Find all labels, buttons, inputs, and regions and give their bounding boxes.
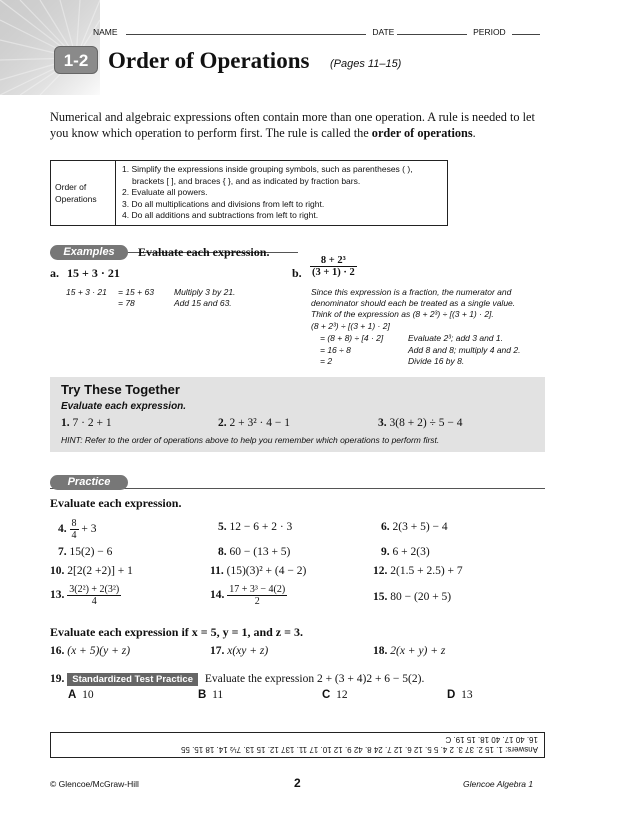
example-b-denominator: (3 + 1) · 2 xyxy=(312,267,355,278)
examples-heading: Evaluate each expression. xyxy=(138,245,270,259)
name-blank[interactable] xyxy=(126,27,366,35)
practice-badge: Practice xyxy=(50,475,128,490)
order-of-operations-rule-box xyxy=(50,160,448,226)
student-info-header xyxy=(93,27,540,37)
example-b-step: = 16 ÷ 8 xyxy=(320,345,351,355)
example-b-explain: Think of the expression as (8 + 2³) ÷ [(3 + 1) · 2]. xyxy=(311,309,494,319)
choice-a[interactable]: A 10 xyxy=(68,689,94,701)
practice-heading-variables: Evaluate each expression if x = 5, y = 1, and z = 3. xyxy=(50,625,303,639)
try-title: Try These Together xyxy=(61,382,180,397)
example-b-step: = 2 xyxy=(320,356,333,366)
practice-problem-8: 8. 60 − (13 + 5) xyxy=(218,546,291,558)
example-a-label: a. xyxy=(50,266,59,280)
practice-problem-17: 17. x(xy + z) xyxy=(210,645,269,657)
rule-step: 4. Do all additions and subtractions from left to right. xyxy=(122,210,319,220)
practice-problem-14: 14. $\frac{\text{17 + 3³ − 4(2)}}{2}$ xyxy=(210,584,286,607)
example-a-note: Multiply 3 by 21. xyxy=(174,287,236,297)
practice-problem-10: 10. 2[2(2 +2)] + 1 xyxy=(50,565,133,577)
practice-problem-13: 13. $\frac{\text{3(2²) + 2(3²)}}{4}$ xyxy=(50,584,120,607)
answer-key-box xyxy=(50,732,545,758)
practice-problem-11: 11. (15)(3)² + (4 − 2) xyxy=(210,565,307,577)
example-b-explain: Since this expression is a fraction, the numerator and xyxy=(311,287,512,297)
practice-heading: Evaluate each expression. xyxy=(50,496,182,510)
rule-step: 1. Simplify the expressions inside grouping symbols, such as parentheses ( ), brackets [ ], and braces { }, and as indicated by fraction bars. xyxy=(122,164,413,186)
example-a-expression: 15 + 3 · 21 xyxy=(67,266,120,280)
rule-step: 2. Evaluate all powers. xyxy=(122,187,208,197)
try-hint: HINT: Refer to the order of operations above to help you remember which operations to perform first. xyxy=(61,435,440,445)
name-label: NAME xyxy=(93,27,118,37)
example-b-note: Divide 16 by 8. xyxy=(408,356,465,366)
intro-bold-term: order of operations xyxy=(371,125,473,140)
example-a-step-left: 15 + 3 · 21 xyxy=(66,287,107,297)
example-b-step: = (8 + 8) ÷ [4 · 2] xyxy=(320,333,384,343)
practice-problem-16: 16. (x + 5)(y + z) xyxy=(50,645,131,657)
period-label: PERIOD xyxy=(473,27,506,37)
example-b-label: b. xyxy=(292,266,302,280)
practice-problem-19: 19. Standardized Test Practice Evaluate the expression 2 + (3 + 4)2 + 6 − 5(2). xyxy=(50,673,425,685)
try-these-together-box xyxy=(50,377,545,452)
lesson-title: Order of Operations xyxy=(108,48,310,73)
practice-problem-18: 18. 2(x + y) + z xyxy=(373,645,446,657)
lesson-number-badge: 1-2 xyxy=(54,46,98,74)
practice-problem-9: 9. 6 + 2(3) xyxy=(381,546,430,558)
practice-problem-7: 7. 15(2) − 6 xyxy=(58,546,113,558)
try-problem-2: 2. 2 + 3² · 4 − 1 xyxy=(218,417,290,429)
example-b-numerator: 8 + 2³ xyxy=(310,255,357,267)
rule-step: 3. Do all multiplications and divisions from left to right. xyxy=(122,198,325,209)
choice-b[interactable]: B 11 xyxy=(198,689,224,701)
try-subtitle: Evaluate each expression. xyxy=(61,401,187,412)
answer-key-line-1: Answers: 1. 15 2. 37 3. 2 4. 5 5. 12 6. 12 7. 24 8. 42 9. 12 10. 17 11. 137 12. 15 13. 7½ 14. 18 15. 55 xyxy=(180,745,538,754)
practice-problem-12: 12. 2(1.5 + 2.5) + 7 xyxy=(373,565,463,577)
practice-problem-4: 4. $\frac{8}{4}$ + 3 xyxy=(58,518,97,541)
try-problem-1: 1. 7 · 2 + 1 xyxy=(61,417,112,429)
footer-book-title: Glencoe Algebra 1 xyxy=(463,779,534,789)
practice-problem-15: 15. 80 − (20 + 5) xyxy=(373,591,452,603)
choice-c[interactable]: C 12 xyxy=(322,689,348,701)
example-a-step: = 15 + 63 xyxy=(118,287,154,297)
examples-badge: Examples xyxy=(50,245,128,260)
example-a-step: = 78 xyxy=(118,298,135,308)
practice-problem-6: 6. 2(3 + 5) − 4 xyxy=(381,521,448,533)
choice-d[interactable]: D 13 xyxy=(447,689,473,701)
example-b-explain: (8 + 2³) ÷ [(3 + 1) · 2] xyxy=(311,321,390,331)
lesson-pages: (Pages 11–15) xyxy=(330,58,402,70)
intro-paragraph: Numerical and algebraic expressions often contain more than one operation. A rule is needed to let you know which operation to perform first. The rule is called the order of operations. xyxy=(50,110,535,140)
date-label: DATE xyxy=(372,27,395,37)
practice-problem-5: 5. 12 − 6 + 2 · 3 xyxy=(218,521,293,533)
footer-page-number: 2 xyxy=(294,776,301,790)
standardized-test-practice-badge: Standardized Test Practice xyxy=(67,673,198,686)
example-b-note: Add 8 and 8; multiply 4 and 2. xyxy=(408,345,521,355)
example-a-note: Add 15 and 63. xyxy=(174,298,232,308)
rule-label: Order of Operations xyxy=(51,161,116,226)
answer-key-line-2: 16. 40 17. 40 18. 15 19. C xyxy=(445,735,538,744)
footer-copyright: © Glencoe/McGraw-Hill xyxy=(50,779,139,789)
example-b-fraction xyxy=(310,255,357,278)
try-problem-3: 3. 3(8 + 2) ÷ 5 − 4 xyxy=(378,417,463,429)
example-b-note: Evaluate 2³; add 3 and 1. xyxy=(408,333,503,343)
period-blank[interactable] xyxy=(512,27,540,35)
example-b-explain: denominator should each be treated as a single value. xyxy=(311,298,516,308)
date-blank[interactable] xyxy=(397,27,467,35)
